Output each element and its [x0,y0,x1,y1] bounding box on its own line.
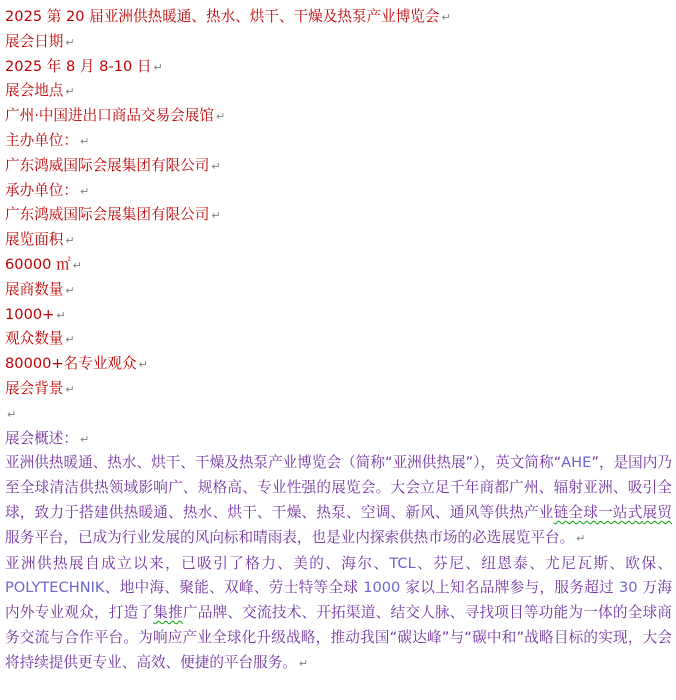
doc-line-text: 展商数量 [5,280,64,298]
doc-line-7 [5,179,672,204]
doc-line-14 [5,352,672,377]
doc-line-text: 60000 ㎡ [5,255,71,273]
paragraph-mark-icon: ↵ [65,333,75,347]
doc-line-text: 广东鸿威国际会展集团有限公司 [5,156,210,174]
paragraph-mark-icon: ↵ [298,656,309,670]
doc-line-15 [5,377,672,402]
doc-line-8 [5,203,672,228]
doc-line-13 [5,327,672,352]
doc-line-6 [5,154,672,179]
exhibition-info-section [5,5,672,451]
paragraph-mark-icon: ↵ [138,358,148,372]
doc-line-16 [5,402,672,427]
doc-line-12 [5,303,672,328]
paragraph-mark-icon: ↵ [211,209,221,223]
paragraph-text: 、芬尼、纽恩泰、尤尼瓦斯、欧保、 [415,554,672,572]
doc-line-11 [5,278,672,303]
paragraph-mark-icon: ↵ [79,184,90,198]
paragraph-text: 30 [618,579,638,597]
exhibition-description-section [5,451,672,676]
paragraph-mark-icon: ↵ [441,11,451,24]
doc-line-3 [5,79,672,104]
paragraph-mark-icon: ↵ [211,159,221,173]
doc-line-10 [5,253,672,278]
doc-line-9 [5,228,672,253]
doc-line-text: 展会概述： [5,429,78,447]
paragraph-mark-icon: ↵ [7,407,17,421]
paragraph-text: 家以上知名品牌参与，服务超过 [400,579,619,597]
doc-line-text: 2025 第 20 届亚洲供热暖通、热水、烘干、干燥及热泵产业博览会 [5,8,440,25]
paragraph-mark-icon: ↵ [79,432,90,446]
doc-line-17 [5,427,672,452]
doc-line-text: 主办单位： [5,131,78,149]
paragraph-text: 亚洲供热暖通、热水、烘干、干燥及热泵产业博览会（简称“亚洲供热展”），英文简称“ [5,454,562,472]
doc-line-text: 展会背景 [5,379,64,397]
paragraph-mark-icon: ↵ [153,60,163,74]
paragraph-text: AHE [561,454,592,472]
paragraph-text: 、地中海、聚能、双峰、劳士特等全球 [104,579,364,597]
spellcheck-squiggle-text: 展贸 [642,503,672,521]
paragraph-text: 亚洲供热展自成立以来，已吸引了格力、美的、海尔、 [5,554,390,572]
doc-line-text: 展会地点 [5,82,64,100]
doc-line-1 [5,30,672,55]
doc-line-text: 2025 年 8 月 8-10 日 [5,57,152,75]
doc-paragraph-1 [5,552,672,677]
paragraph-mark-icon: ↵ [65,234,75,248]
doc-line-text: 广州·中国进出口商品交易会展馆 [5,107,214,125]
paragraph-mark-icon: ↵ [65,85,75,99]
doc-line-text: 80000+名专业观众 [5,355,137,373]
paragraph-text: POLYTECHNIK [5,579,105,597]
doc-line-text: 展览面积 [5,231,64,249]
doc-line-0 [5,5,672,30]
spellcheck-squiggle-text: 集推 [153,604,183,622]
paragraph-mark-icon: ↵ [65,382,75,396]
doc-line-text: 展会日期 [5,32,64,50]
paragraph-text: TCL [389,554,416,572]
paragraph-mark-icon: ↵ [79,134,90,148]
paragraph-text: 服务平台，已成为行业发展的风向标和晴雨表，也是业内探索供热市场的必选展览平台。 [5,528,575,546]
paragraph-text: 广品牌、交流技术、开拓渠道、结交人脉、寻找项目等功能为一体的全球商务交流与合作平台。为响应产业全球化升级战略，推动我国“碳达峰”与“碳中和”战略目标的实现，大会将持续提供更专业、高效、便捷的平台服务。 [5,604,672,671]
paragraph-mark-icon: ↵ [576,531,586,545]
doc-line-4 [5,104,672,129]
doc-line-5 [5,129,672,154]
doc-line-2 [5,55,672,80]
paragraph-text: 1000 [363,579,401,597]
paragraph-mark-icon: ↵ [65,35,75,49]
paragraph-mark-icon: ↵ [215,110,226,124]
doc-line-text: 广东鸿威国际会展集团有限公司 [5,206,210,224]
paragraph-mark-icon: ↵ [72,258,82,272]
doc-line-text: 承办单位： [5,181,78,199]
doc-line-text: 1000+ [5,305,55,323]
paragraph-mark-icon: ↵ [65,283,75,297]
paragraph-text: 万海内外专业观众，打造了 [5,579,673,622]
doc-line-text: 观众数量 [5,330,64,348]
paragraph-mark-icon: ↵ [56,308,66,322]
spellcheck-squiggle-text: 链全球一站式 [553,503,643,521]
doc-paragraph-0 [5,451,672,551]
paragraph-text: ”，是国内乃至全球清洁供热领域影响广、规格高、专业性强的展览会。大会立足千年商都广州、辐射亚洲、吸引全球，致力于搭建供热暖通、热水、烘干、干燥、热泵、空调、新风、通风等供热产业 [5,454,672,521]
